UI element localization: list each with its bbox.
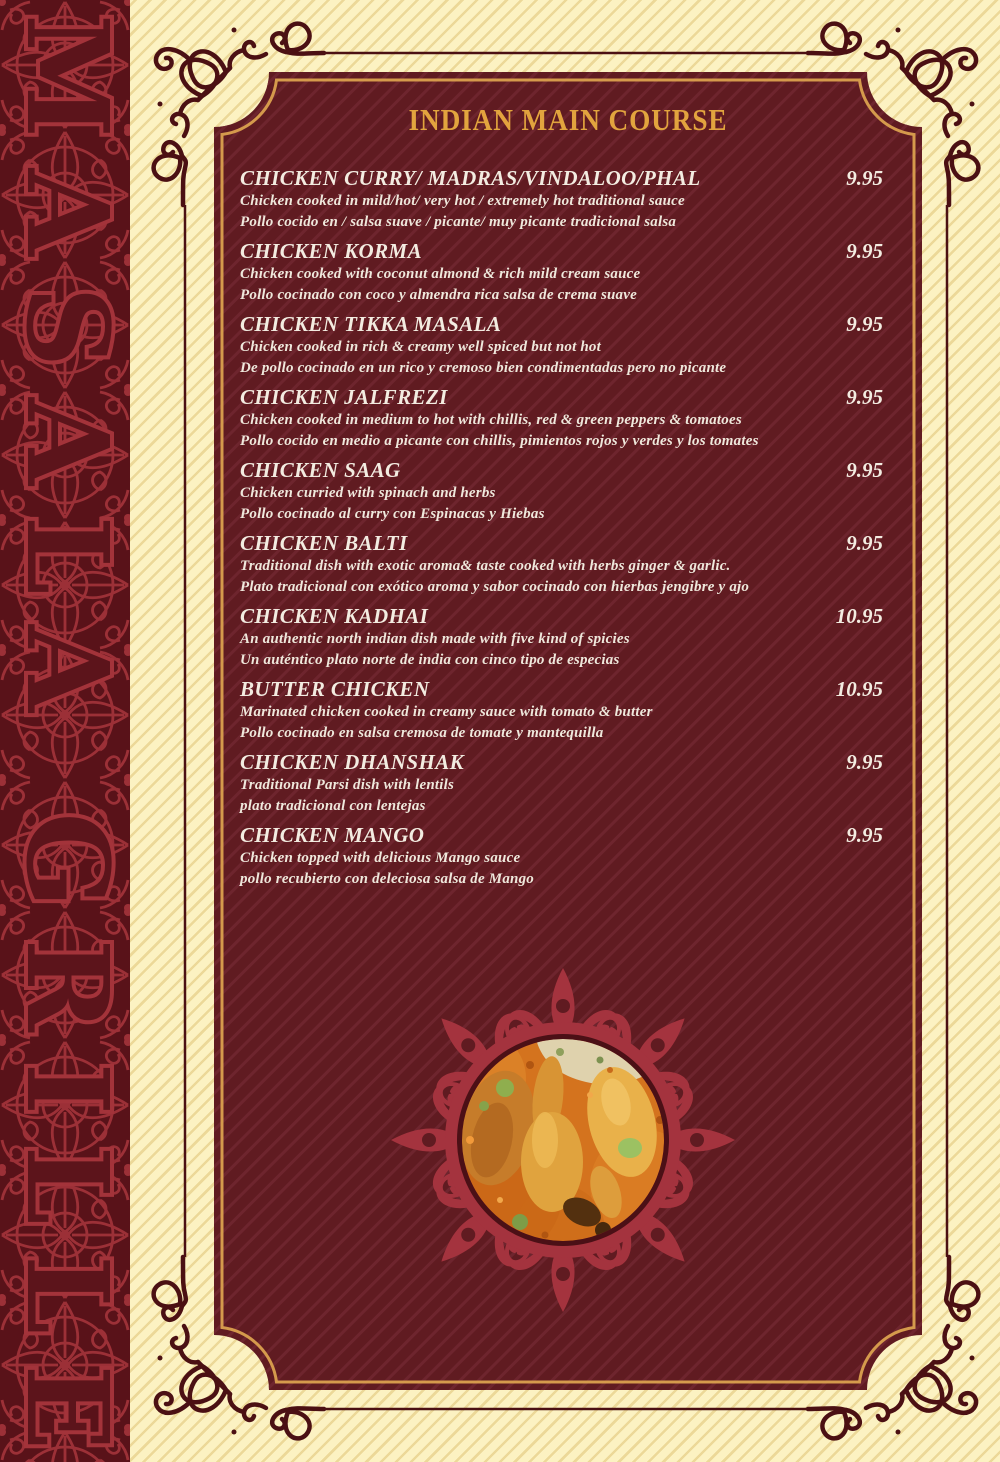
item-name: CHICKEN CURRY/ MADRAS/VINDALOO/PHAL: [240, 166, 701, 190]
item-description-english: Chicken cooked in mild/hot/ very hot / extremely hot traditional sauce: [240, 193, 685, 209]
item-name: CHICKEN KORMA: [240, 239, 423, 263]
item-price: 9.95: [846, 458, 883, 482]
item-description-spanish: Plato tradicional con exótico aroma y sabor cocinado con hierbas jengibre y ajo: [240, 578, 750, 595]
menu-item: [240, 677, 885, 743]
menu-items-list: [240, 166, 885, 896]
item-name: CHICKEN TIKKA MASALA: [240, 312, 502, 336]
item-description-spanish: Pollo cocido en / salsa suave / picante/ muy picante tradicional salsa: [240, 213, 677, 230]
item-description-english: Traditional dish with exotic aroma& taste cooked with herbs ginger & garlic.: [240, 558, 731, 574]
item-price: 9.95: [846, 823, 883, 847]
item-price: 9.95: [846, 385, 883, 409]
menu-item: [240, 385, 885, 451]
menu-item: [240, 750, 885, 816]
item-description-spanish: plato tradicional con lentejas: [240, 797, 426, 814]
item-description-english: Traditional Parsi dish with lentils: [240, 777, 454, 793]
menu-item: [240, 458, 885, 524]
item-description-english: An authentic north indian dish made with five kind of spicies: [240, 631, 630, 647]
menu-item-header: [240, 239, 885, 264]
sidebar: [0, 0, 132, 1462]
sidebar-vertical-title: MASALA GRILLE: [1, 14, 132, 1450]
item-description-spanish: Pollo cocinado al curry con Espinacas y Hiebas: [240, 505, 545, 522]
item-description-english: Chicken curried with spinach and herbs: [240, 485, 496, 501]
item-price: 9.95: [846, 239, 883, 263]
item-price: 9.95: [846, 312, 883, 336]
item-description-spanish: Un auténtico plato norte de india con cinco tipo de especias: [240, 651, 620, 668]
menu-item: [240, 531, 885, 597]
menu-item: [240, 239, 885, 305]
item-description-spanish: Pollo cocinado con coco y almendra rica salsa de crema suave: [240, 286, 637, 303]
item-name: CHICKEN MANGO: [240, 823, 425, 847]
menu-item-header: [240, 750, 885, 775]
menu-item-header: [240, 677, 885, 702]
menu-item: [240, 604, 885, 670]
menu-item-header: [240, 385, 885, 410]
menu-item-header: [240, 531, 885, 556]
item-price: 10.95: [835, 677, 883, 701]
item-price: 9.95: [846, 166, 883, 190]
menu-item-header: [240, 458, 885, 483]
menu-item: [240, 312, 885, 378]
item-name: BUTTER CHICKEN: [240, 677, 430, 701]
item-name: CHICKEN BALTI: [240, 531, 408, 555]
menu-item-header: [240, 312, 885, 337]
item-description-spanish: Pollo cocido en medio a picante con chillis, pimientos rojos y verdes y los tomates: [240, 432, 759, 449]
item-description-spanish: De pollo cocinado en un rico y cremoso bien condimentadas pero no picante: [240, 359, 727, 376]
item-description-english: Chicken topped with delicious Mango sauce: [240, 850, 521, 866]
item-description-spanish: Pollo cocinado en salsa cremosa de tomate y mantequilla: [240, 724, 604, 741]
menu-item-header: [240, 823, 885, 848]
item-name: CHICKEN KADHAI: [240, 604, 429, 628]
item-name: CHICKEN SAAG: [240, 458, 401, 482]
menu-section-title: INDIAN MAIN COURSE: [408, 102, 728, 137]
item-name: CHICKEN DHANSHAK: [240, 750, 465, 774]
menu-item: [240, 166, 885, 232]
item-description-english: Marinated chicken cooked in creamy sauce with tomato & butter: [240, 704, 653, 720]
item-price: 10.95: [835, 604, 883, 628]
item-description-spanish: pollo recubierto con deleciosa salsa de Mango: [240, 870, 534, 887]
item-description-english: Chicken cooked in rich & creamy well spiced but not hot: [240, 339, 601, 355]
item-price: 9.95: [846, 750, 883, 774]
item-description-english: Chicken cooked in medium to hot with chillis, red & green peppers & tomatoes: [240, 412, 742, 428]
item-description-english: Chicken cooked with coconut almond & rich mild cream sauce: [240, 266, 641, 282]
menu-item-header: [240, 604, 885, 629]
item-name: CHICKEN JALFREZI: [240, 385, 448, 409]
menu-item-header: [240, 166, 885, 191]
item-price: 9.95: [846, 531, 883, 555]
menu-item: [240, 823, 885, 889]
